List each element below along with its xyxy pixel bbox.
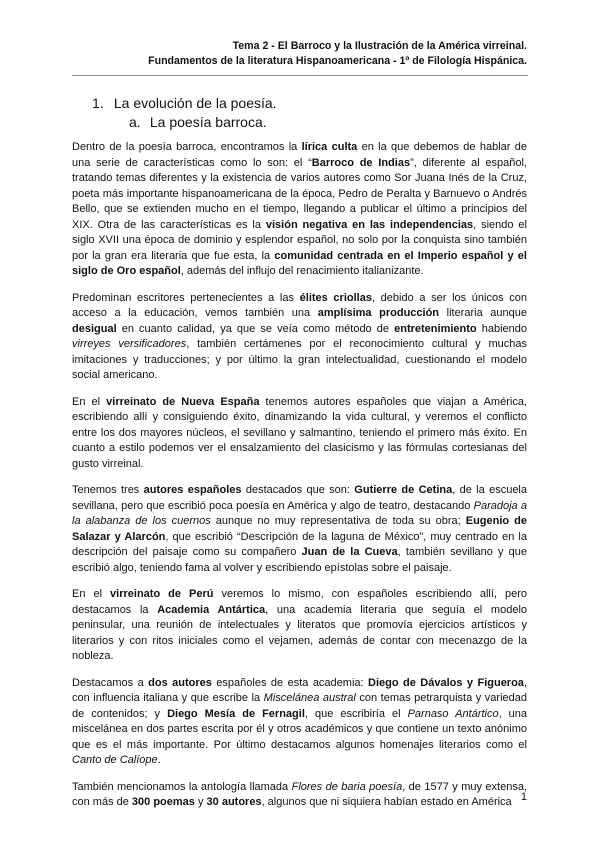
section-number: 1. xyxy=(92,95,104,111)
header-divider xyxy=(72,75,528,76)
bold-text: Eugenio de Salazar y Alarcón xyxy=(72,515,527,543)
text-run: , de la escuela sevillana, pero que escribió poca poesía en América y algo de teatro, destacando xyxy=(72,484,527,512)
bold-text: 300 poemas xyxy=(131,796,195,808)
text-run: , también certámenes por el reconocimiento cultural y muchas imitaciones y traducciones; y por último la gran intelectualidad, cuestionando el modelo social americano. xyxy=(72,338,528,381)
text-run: Predominan escritores pertenecientes a las xyxy=(72,291,300,304)
paragraph xyxy=(72,395,527,473)
text-run: , además del influjo del renacimiento italianizante. xyxy=(180,265,424,277)
text-run: en cuanto calidad, ya que se veía como método de xyxy=(116,322,395,335)
bold-text: entretenimiento xyxy=(394,322,477,335)
text-run: , una miscelánea en dos partes escrita por él y otros académicos y que contiene un texto anónimo que es el más importante. Por último destacamos algunos homenajes literarios como el xyxy=(72,707,528,751)
text-run: Dentro de la poesía barroca, encontramos la xyxy=(72,141,302,153)
text-run: con temas petrarquista y variedad de contenidos; y xyxy=(72,692,527,720)
bold-text: virreinato de Nueva España xyxy=(106,395,260,408)
text-run: aunque no muy representativa de toda su obra; xyxy=(210,515,466,527)
bold-text: desigual xyxy=(72,322,117,335)
italic-text: virreyes versificadores xyxy=(72,338,187,350)
page-number: 1 xyxy=(520,791,527,803)
italic-text: Flores de baria poesía xyxy=(291,780,403,793)
text-run: ”, diferente al español, tratando temas diferentes y la existencia de varios autores como Sor Juana Inés de la Cruz, poeta más importante hispanoamericana de la época, Pedro de Peralta y Barnuevo o Andrés Bello, que se extienden mucho en el tiempo, llegando a publicar el último a principios del XIX. Otra de las características es la xyxy=(72,156,527,231)
paragraph xyxy=(72,291,527,384)
text-run: , también sevillano y que escribió algo, teniendo fama al volver y escribiendo epístolas sobre el paisaje. xyxy=(72,546,528,574)
text-run: , que escribió “Descripción de la laguna de México”, muy centrado en la descripción del paisaje como su compañero xyxy=(72,530,527,558)
bold-text: Diego de Dávalos y Figueroa xyxy=(368,676,524,689)
paragraph xyxy=(72,780,527,811)
italic-text: Canto de Calíope xyxy=(72,754,158,766)
section-title: La evolución de la poesía. xyxy=(113,95,277,111)
text-run: . xyxy=(157,754,161,766)
bold-text: visión negativa en las independencias xyxy=(265,218,474,231)
text-run: En el xyxy=(72,395,107,408)
bold-text: lírica culta xyxy=(301,141,358,153)
subsection-heading xyxy=(129,113,267,131)
text-run: españoles de esta academia: xyxy=(211,676,369,689)
subsection-number: a. xyxy=(129,114,141,130)
text-run: en la que debemos de hablar de una serie de características como lo son: el “ xyxy=(72,141,527,169)
text-run: veremos lo mismo, con españoles escribiendo allí, pero destacamos la xyxy=(72,588,527,616)
bold-text: 30 autores xyxy=(206,796,262,808)
body-text xyxy=(72,140,527,822)
italic-text: Paradoja a la alabanza de los cuernos xyxy=(72,499,527,527)
bold-text: Academia Antártica xyxy=(157,603,266,616)
header-line-2: Fundamentos de la literatura Hispanoamericana - 1º de Filología Hispánica. xyxy=(148,55,527,67)
text-run: , una academia literaria que seguía el modelo peninsular, una reunión de intelectuales y literatos que promovía ejercicios artísticos y literarios y con ritos iniciales como el vejamen, además de contar con mecenazgo de la nobleza. xyxy=(72,603,528,662)
text-run: , debido a ser los únicos con acceso a la educación, vemos también una xyxy=(72,291,527,319)
paragraph xyxy=(72,483,527,576)
text-run: destacados que son: xyxy=(241,484,355,496)
text-run: , con influencia italiana y que escribe la xyxy=(72,676,527,704)
section-heading xyxy=(92,94,277,112)
italic-text: Parnaso Antártico xyxy=(407,707,499,720)
text-run: y xyxy=(194,796,207,808)
bold-text: Juan de la Cueva xyxy=(301,546,398,558)
paragraph xyxy=(72,587,527,665)
bold-text: dos autores xyxy=(148,676,212,689)
paragraph xyxy=(72,140,527,280)
paragraph xyxy=(72,676,527,769)
italic-text: Miscelánea austral xyxy=(263,692,356,704)
text-run: , que escribiría el xyxy=(304,707,408,720)
bold-text: Barroco de Indias xyxy=(311,156,411,169)
page-header xyxy=(148,39,527,69)
text-run: Tenemos tres xyxy=(72,484,144,496)
bold-text: Gutierre de Cetina xyxy=(354,484,453,496)
text-run: En el xyxy=(72,588,111,600)
bold-text: amplísima producción xyxy=(317,307,440,319)
text-run: También mencionamos la antología llamada xyxy=(72,780,292,793)
bold-text: virreinato de Perú xyxy=(110,588,214,600)
text-run: tenemos autores españoles que viajan a América, escribiendo allí y consiguiendo éxito, dinamizando la vida cultural, y veremos el conflicto entre los dos mayores núcleos, el sevillano y salmantino, teniendo el primero más éxito. En cuanto a estilo podemos ver el ensalzamiento del clasicismo y las fórmulas cortesianas del gusto virreinal. xyxy=(72,395,527,470)
header-line-1: Tema 2 - El Barroco y la Ilustración de la América virreinal. xyxy=(232,40,527,52)
bold-text: Diego Mesía de Fernagil xyxy=(167,707,305,720)
subsection-title: La poesía barroca. xyxy=(149,114,267,130)
bold-text: comunidad centrada en el Imperio español y el siglo de Oro español xyxy=(72,249,527,277)
text-run: , algunos que ni siquiera habían estado en América xyxy=(261,796,512,808)
bold-text: élites criollas xyxy=(299,291,372,304)
text-run: , siendo el siglo XVII una época de dominio y esplendor español, no solo por la conquista sino también por la gran era literaria que fue esta, la xyxy=(72,218,527,262)
text-run: , de 1577 y muy extensa, con más de xyxy=(72,780,527,808)
text-run: Destacamos a xyxy=(72,676,149,689)
bold-text: autores españoles xyxy=(143,484,242,496)
text-run: literaria aunque xyxy=(439,307,527,319)
text-run: habiendo xyxy=(476,322,528,335)
